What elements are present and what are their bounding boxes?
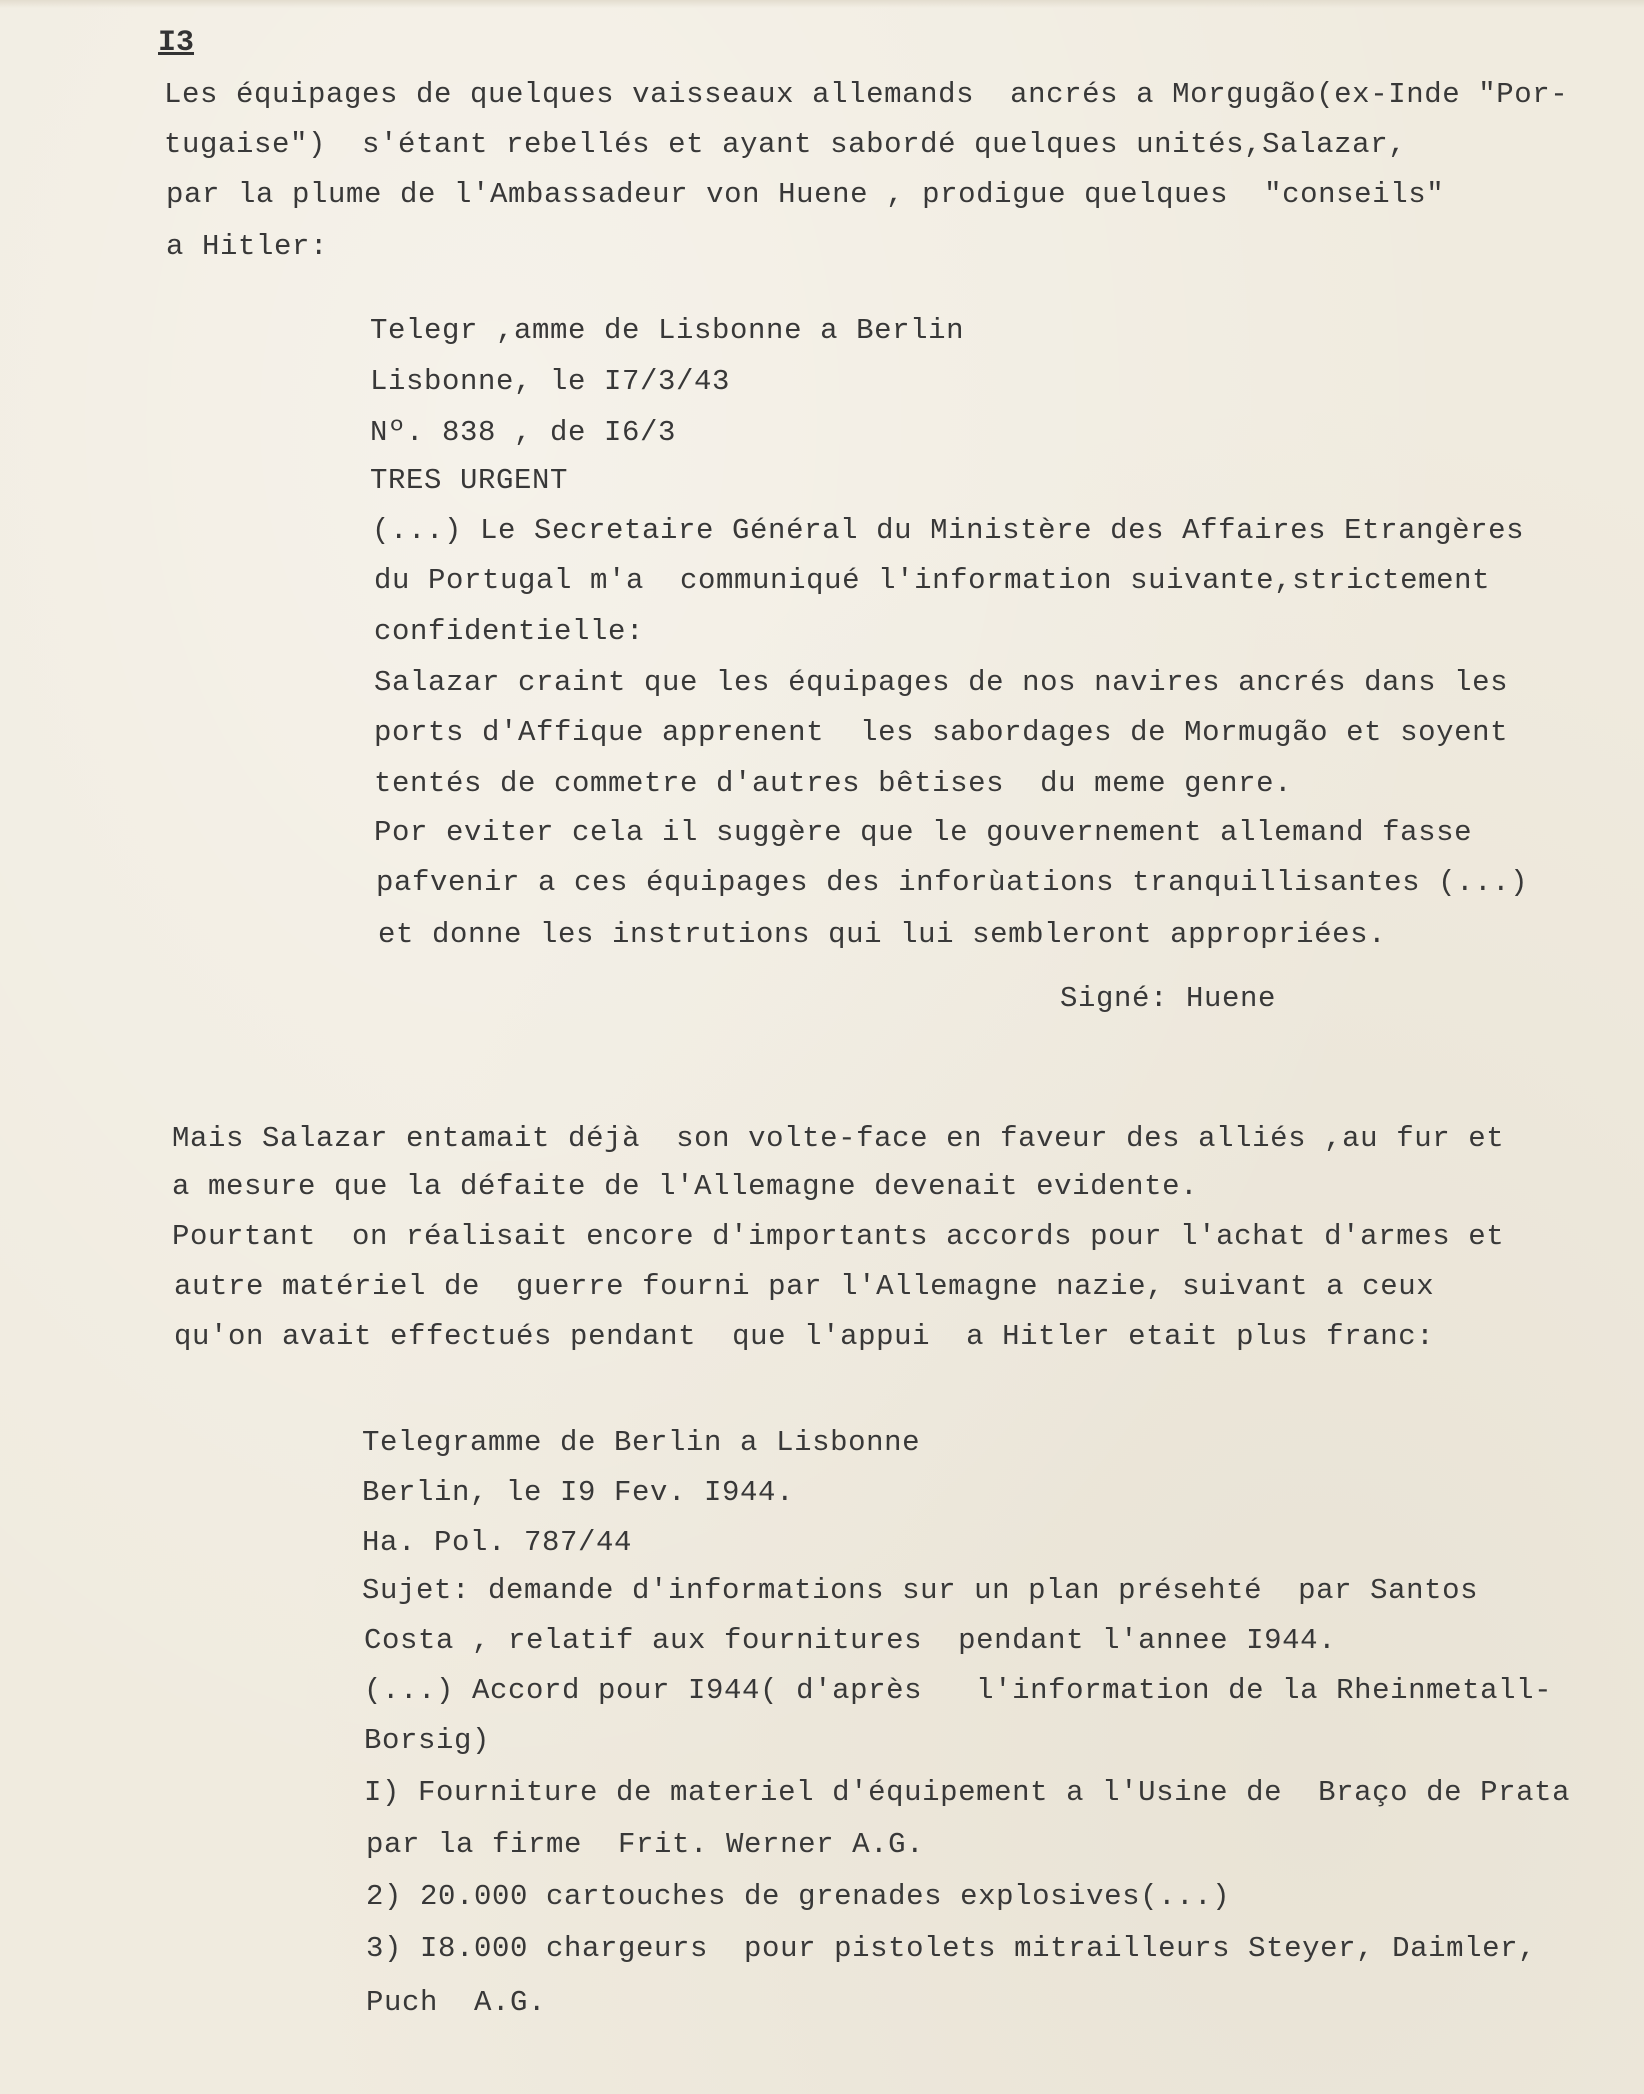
paragraph1-line: a Hitler: [166,230,329,263]
telegram1-line: Lisbonne, le I7/3/43 [370,365,731,398]
telegram1-line: du Portugal m'a communiqué l'information suivante,strictement [374,564,1491,597]
telegram2-line: (...) Accord pour I944( d'après l'information de la Rheinmetall- [364,1674,1553,1707]
telegram1-line: Por eviter cela il suggère que le gouvernement allemand fasse [374,816,1473,849]
paragraph2-line: a mesure que la défaite de l'Allemagne devenait evidente. [172,1170,1199,1203]
paper-edge-shadow [0,0,1644,8]
telegram1-line: Nº. 838 , de I6/3 [370,416,677,449]
telegram1-signature: Signé: Huene [1060,982,1277,1015]
telegram1-line: confidentielle: [374,615,645,648]
telegram2-line: Costa , relatif aux fournitures pendant l'annee I944. [364,1624,1337,1657]
telegram2-line: 3) I8.000 chargeurs pour pistolets mitrailleurs Steyer, Daimler, [366,1932,1537,1965]
telegram2-line: par la firme Frit. Werner A.G. [366,1828,925,1861]
paragraph2-line: autre matériel de guerre fourni par l'Allemagne nazie, suivant a ceux [174,1270,1435,1303]
telegram1-line: Telegr ,amme de Lisbonne a Berlin [370,314,965,347]
telegram2-line: Ha. Pol. 787/44 [362,1526,633,1559]
paragraph1-line: tugaise") s'étant rebellés et ayant sabordé quelques unités,Salazar, [164,128,1407,161]
telegram1-line: tentés de commetre d'autres bêtises du meme genre. [374,767,1293,800]
paragraph1-line: Les équipages de quelques vaisseaux allemands ancrés a Morgugão(ex-Inde "Por- [164,78,1569,111]
telegram2-line: Puch A.G. [366,1986,547,2019]
paragraph2-line: Pourtant on réalisait encore d'importants accords pour l'achat d'armes et [172,1220,1505,1253]
telegram2-line: I) Fourniture de materiel d'équipement a l'Usine de Braço de Prata [364,1776,1571,1809]
telegram1-line: Salazar craint que les équipages de nos navires ancrés dans les [374,666,1509,699]
telegram2-line: Berlin, le I9 Fev. I944. [362,1476,795,1509]
telegram2-line: 2) 20.000 cartouches de grenades explosives(...) [366,1880,1231,1913]
paragraph1-line: par la plume de l'Ambassadeur von Huene , prodigue quelques "conseils" [166,178,1445,211]
paragraph2-line: Mais Salazar entamait déjà son volte-face en faveur des alliés ,au fur et [172,1122,1505,1155]
page-number: I3 [158,26,195,60]
telegram2-line: Sujet: demande d'informations sur un plan présehté par Santos [362,1574,1479,1607]
telegram1-line: et donne les instrutions qui lui sembleront appropriées. [378,918,1387,951]
telegram1-line: (...) Le Secretaire Général du Ministère des Affaires Etrangères [372,514,1525,547]
telegram2-line: Telegramme de Berlin a Lisbonne [362,1426,921,1459]
telegram1-line: ports d'Affique apprenent les sabordages de Mormugão et soyent [374,716,1509,749]
telegram2-line: Borsig) [364,1724,491,1757]
telegram1-line: TRES URGENT [370,464,569,497]
telegram1-line: pafvenir a ces équipages des inforùations tranquillisantes (...) [376,866,1529,899]
paragraph2-line: qu'on avait effectués pendant que l'appui a Hitler etait plus franc: [174,1320,1435,1353]
